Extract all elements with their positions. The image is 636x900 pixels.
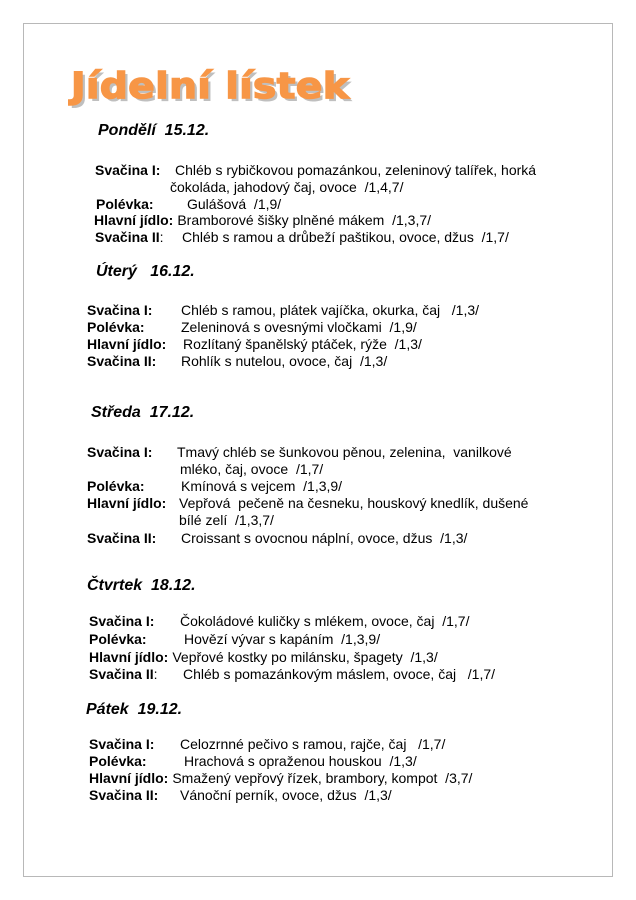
menu-row-snack-2	[95, 229, 509, 246]
row-label: Polévka:	[96, 196, 154, 212]
day-heading: Pátek 19.12.	[86, 701, 183, 718]
row-text: Chléb s ramou a drůbeží paštikou, ovoce, džus /1,7/	[182, 229, 509, 245]
menu-row-snack-1	[89, 613, 469, 630]
row-text: Chléb s rybičkovou pomazánkou, zeleninový talířek, horká	[175, 162, 537, 178]
row-text: Rohlík s nutelou, ovoce, čaj /1,3/	[181, 353, 388, 369]
day-heading: Úterý 16.12.	[96, 263, 195, 280]
menu-row-soup	[89, 753, 417, 770]
menu-row-main	[87, 336, 422, 353]
row-text: Kmínová s vejcem /1,3,9/	[181, 478, 343, 494]
row-label: Svačina II:	[87, 530, 157, 546]
row-label-text: Svačina II	[95, 229, 160, 245]
menu-row-snack-1	[95, 162, 536, 196]
day-heading: Středa 17.12.	[91, 404, 195, 421]
row-label: Svačina I:	[87, 444, 153, 460]
menu-row-main	[87, 495, 528, 529]
row-text-cont: mléko, čaj, ovoce /1,7/	[180, 461, 324, 477]
row-text: Smažený vepřový řízek, brambory, kompot /3,7/	[172, 770, 473, 786]
row-label: Svačina I:	[95, 162, 161, 178]
row-text-cont: čokoláda, jahodový čaj, ovoce /1,4,7/	[170, 179, 404, 195]
row-text: Tmavý chléb se šunkovou pěnou, zelenina, vanilkové	[177, 444, 512, 460]
row-text: Čokoládové kuličky s mlékem, ovoce, čaj /1,7/	[180, 613, 470, 629]
menu-row-main	[94, 212, 431, 229]
row-label: Hlavní jídlo:	[87, 495, 167, 511]
menu-row-snack-2	[89, 666, 495, 683]
row-text: Gulášová /1,9/	[187, 196, 282, 212]
row-text: Rozlítaný španělský ptáček, rýže /1,3/	[183, 336, 422, 352]
menu-row-snack-1	[87, 444, 512, 478]
row-label-suffix: :	[159, 229, 164, 245]
row-label: Hlavní jídlo:	[89, 649, 169, 665]
row-text: Hrachová s opraženou houskou /1,3/	[184, 753, 417, 769]
menu-row-main	[89, 770, 472, 787]
row-text: Vepřové kostky po milánsku, špagety /1,3/	[172, 649, 438, 665]
row-label-text: Svačina II	[89, 666, 154, 682]
menu-row-snack-1	[89, 736, 445, 753]
row-label	[89, 666, 179, 683]
row-text: Bramborové šišky plněné mákem /1,3,7/	[177, 212, 432, 228]
menu-row-snack-2	[87, 353, 387, 370]
row-label: Svačina II:	[87, 353, 157, 369]
row-text: Zeleninová s ovesnými vločkami /1,9/	[181, 319, 417, 335]
row-label: Polévka:	[87, 478, 145, 494]
menu-row-snack-2	[89, 787, 392, 804]
row-label-suffix: :	[153, 666, 158, 682]
row-label: Svačina I:	[89, 736, 155, 752]
row-label: Hlavní jídlo:	[89, 770, 169, 786]
menu-row-soup	[87, 478, 342, 495]
row-label: Polévka:	[87, 319, 145, 335]
row-text-cont: bílé zelí /1,3,7/	[179, 512, 274, 528]
row-label	[95, 229, 177, 246]
day-heading: Čtvrtek 18.12.	[87, 577, 196, 594]
menu-row-snack-1	[87, 302, 479, 319]
row-text: Chléb s pomazánkovým máslem, ovoce, čaj /1,7/	[183, 666, 496, 682]
row-label: Svačina II:	[89, 787, 159, 803]
row-label: Polévka:	[89, 753, 147, 769]
row-label: Hlavní jídlo:	[94, 212, 174, 228]
menu-row-soup	[87, 319, 417, 336]
row-text: Croissant s ovocnou náplní, ovoce, džus /1,3/	[181, 530, 468, 546]
day-heading: Pondělí 15.12.	[98, 122, 210, 139]
row-label: Hlavní jídlo:	[87, 336, 167, 352]
row-text: Chléb s ramou, plátek vajíčka, okurka, čaj /1,3/	[181, 302, 480, 318]
menu-title: Jídelní lístek	[71, 66, 350, 108]
row-label: Svačina I:	[87, 302, 153, 318]
menu-row-snack-2	[87, 530, 467, 547]
menu-row-soup	[96, 196, 281, 213]
menu-row-main	[89, 649, 438, 666]
menu-row-soup	[89, 631, 380, 648]
row-label: Svačina I:	[89, 613, 155, 629]
row-text: Vepřová pečeně na česneku, houskový knedlík, dušené	[179, 495, 529, 511]
row-text: Vánoční perník, ovoce, džus /1,3/	[180, 787, 392, 803]
row-text: Celozrnné pečivo s ramou, rajče, čaj /1,7/	[180, 736, 446, 752]
row-label: Polévka:	[89, 631, 147, 647]
row-text: Hovězí vývar s kapáním /1,3,9/	[184, 631, 381, 647]
